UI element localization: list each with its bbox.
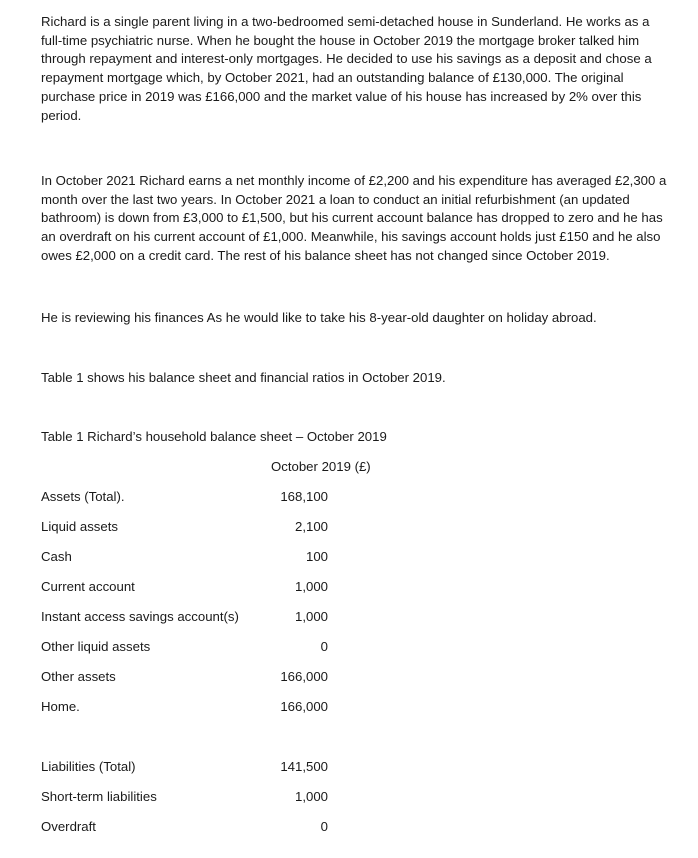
- table-row: [41, 669, 341, 688]
- row-label: Home.: [41, 699, 80, 714]
- row-label: Other assets: [41, 669, 116, 684]
- table-row: [41, 609, 341, 628]
- row-value: 168,100: [280, 489, 328, 504]
- row-value: 1,000: [294, 579, 328, 594]
- table-row: [41, 549, 341, 568]
- table-row: [41, 519, 341, 538]
- table-caption: Table 1 Richard’s household balance sheet – October 2019: [41, 429, 387, 444]
- row-label: Instant access savings account(s): [41, 609, 239, 624]
- table-row: [41, 819, 341, 838]
- row-value: 100: [305, 549, 328, 564]
- row-value: 166,000: [280, 669, 328, 684]
- row-value: 166,000: [280, 699, 328, 714]
- row-value: 2,100: [294, 519, 328, 534]
- review-paragraph: He is reviewing his finances As he would like to take his 8-year-old daughter on holiday abroad.: [41, 310, 597, 325]
- row-label: Short-term liabilities: [41, 789, 157, 804]
- table-row: [41, 699, 341, 718]
- row-value: 1,000: [294, 789, 328, 804]
- table-row: [41, 759, 341, 778]
- row-label: Current account: [41, 579, 135, 594]
- row-label: Assets (Total).: [41, 489, 125, 504]
- row-label: Cash: [41, 549, 72, 564]
- row-value: 0: [320, 819, 328, 834]
- row-value: 1,000: [294, 609, 328, 624]
- intro-paragraph: Richard is a single parent living in a two-bedroomed semi-detached house in Sunderland. He works as a full-time psychiatric nurse. When he bought the house in October 2019 the mortgage broker talked him through repayment and interest-only mortgages. He decided to use his savings as a deposit and chose a repayment mortgage which, by October 2021, had an outstanding balance of £130,000. The original purchase price in 2019 was £166,000 and the market value of his house has increased by 2% over this period.: [41, 14, 652, 123]
- row-label: Overdraft: [41, 819, 96, 834]
- table-row: [41, 489, 341, 508]
- income-paragraph: In October 2021 Richard earns a net monthly income of £2,200 and his expenditure has averaged £2,300 a month over the last two years. In October 2021 a loan to conduct an initial refurbishment (an updated bathroom) is down from £3,000 to £1,500, but his current account balance has dropped to zero and he has an overdraft on his current account of £1,000. Meanwhile, his savings account holds just £150 and he also owes £2,000 on a credit card. The rest of his balance sheet has not changed since October 2019.: [41, 173, 667, 263]
- column-header: October 2019 (£): [271, 459, 371, 474]
- row-value: 141,500: [280, 759, 328, 774]
- table-intro-paragraph: Table 1 shows his balance sheet and financial ratios in October 2019.: [41, 370, 446, 385]
- row-label: Other liquid assets: [41, 639, 151, 654]
- row-label: Liabilities (Total): [41, 759, 136, 774]
- row-value: 0: [320, 639, 328, 654]
- row-label: Liquid assets: [41, 519, 118, 534]
- table-row: [41, 789, 341, 808]
- table-row: [41, 639, 341, 658]
- table-row: [41, 579, 341, 598]
